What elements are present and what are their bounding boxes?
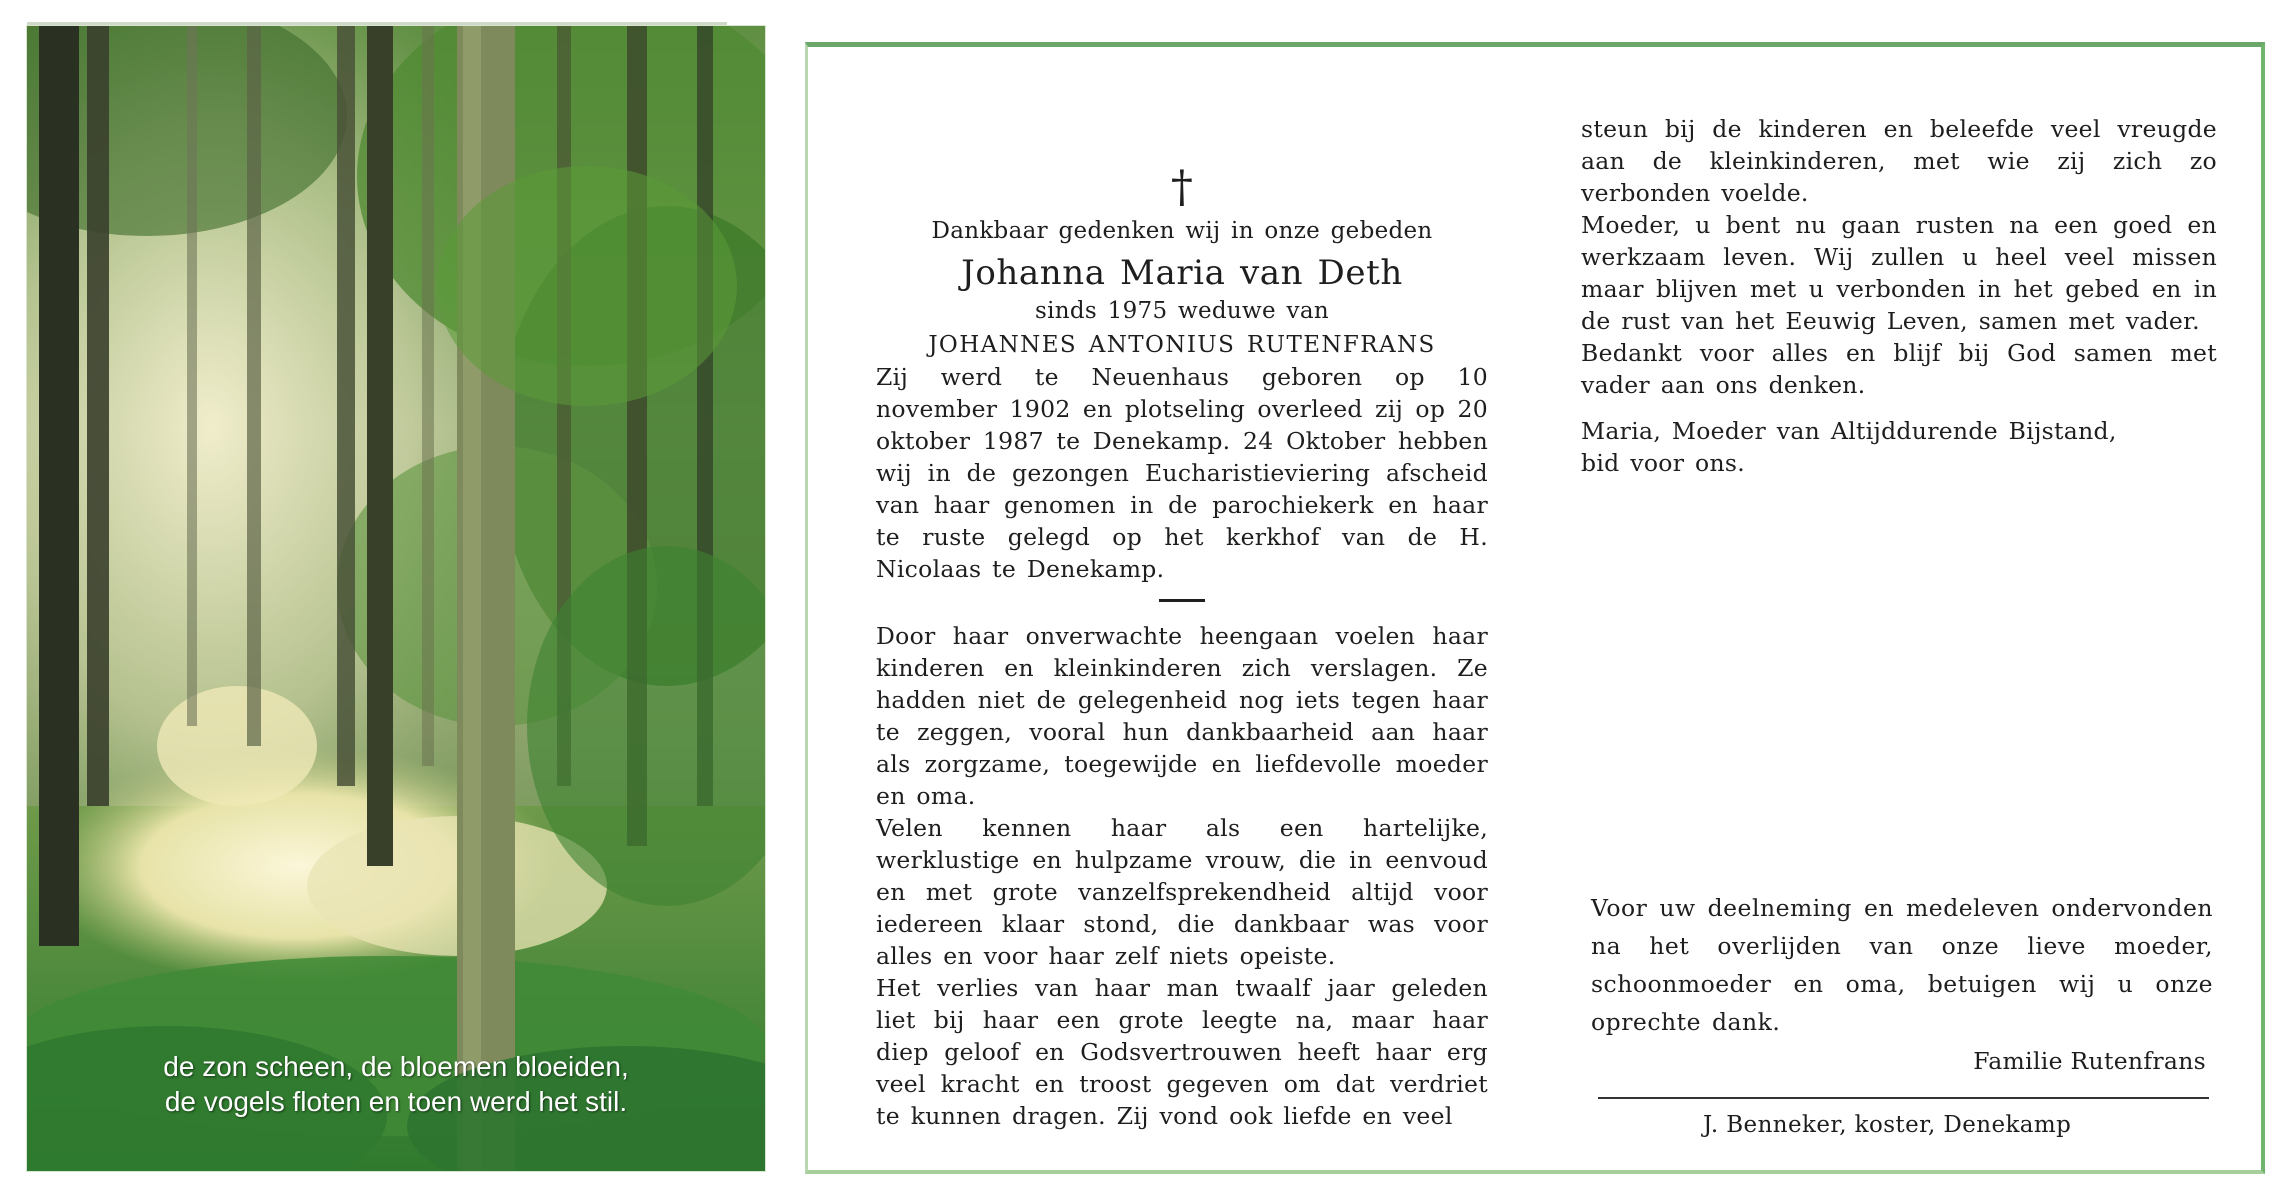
left-text-column	[876, 127, 1488, 1132]
widow-line: sinds 1975 weduwe van	[1035, 298, 1329, 324]
cross-symbol: †	[1170, 162, 1194, 213]
memorial-text-card	[805, 42, 2265, 1174]
footer-rule	[1598, 1097, 2209, 1099]
paragraph-character: Velen kennen haar als een hartelijke, werklustige en hulpzame vrouw, die in eenvoud en met grote vanzelfsprekendheid altijd voor iedereen klaar stond, die dankbaar was voor alles en voor haar zelf niets opeiste.	[876, 814, 1488, 970]
separator-rule	[1159, 599, 1205, 602]
paragraph-grief: Door haar onverwachte heengaan voelen haar kinderen en kleinkinderen zich verslagen. Ze hadden niet de gelegenheid nog iets tegen haar te zeggen, vooral hun dankbaarheid aan haar als zorgzame, toegewijde en liefdevolle moeder en oma.	[876, 622, 1488, 810]
prayer-line-1: Maria, Moeder van Altijddurende Bijstand,	[1581, 417, 2117, 445]
paragraph-thanks-mother: Bedankt voor alles en blijf bij God samen met vader aan ons denken.	[1581, 339, 2217, 399]
husband-name: JOHANNES ANTONIUS RUTENFRANS	[928, 332, 1436, 358]
caption-line-2: de vogels floten en toen werd het stil.	[164, 1086, 628, 1117]
paragraph-loss: Het verlies van haar man twaalf jaar geleden liet bij haar een grote leegte na, maar haar diep geloof en Godsvertrouwen heeft haar erg veel kracht en troost gegeven om dat verdriet te kunnen dragen. Zij vond ook liefde en veel	[876, 974, 1488, 1130]
prayer-line-2: bid voor ons.	[1581, 449, 1746, 477]
right-text-column	[1581, 113, 2217, 479]
thanks-block	[1591, 889, 2213, 1041]
paragraph-rest: Moeder, u bent nu gaan rusten na een goed en werkzaam leven. Wij zullen u heel veel missen maar blijven met u verbonden in het gebed en in de rust van het Eeuwig Leven, samen met vader.	[1581, 211, 2217, 335]
forest-photo-card	[27, 26, 765, 1171]
deceased-name: Johanna Maria van Deth	[961, 253, 1403, 293]
caption-line-1: de zon scheen, de bloemen bloeiden,	[163, 1051, 629, 1082]
paragraph-support: steun bij de kinderen en beleefde veel vreugde aan de kleinkinderen, met wie zij zich zo verbonden voelde.	[1581, 115, 2217, 207]
forest-illustration	[27, 26, 765, 1171]
thanks-text: Voor uw deelneming en medeleven ondervonden na het overlijden van onze lieve moeder, schoonmoeder en oma, betuigen wij u onze oprechte dank.	[1591, 894, 2213, 1036]
family-signature: Familie Rutenfrans	[1973, 1047, 2206, 1075]
photo-caption	[27, 1049, 765, 1119]
printer-credit: J. Benneker, koster, Denekamp	[1703, 1112, 2072, 1138]
biography-paragraph: Zij werd te Neuenhaus geboren op 10 november 1902 en plotseling overleed zij op 20 oktober 1987 te Denekamp. 24 Oktober hebben wij in de gezongen Eucharistieviering afscheid van haar genomen in de parochiekerk en haar te ruste gelegd op het kerkhof van de H. Nicolaas te Denekamp.	[876, 363, 1488, 583]
intro-line: Dankbaar gedenken wij in onze gebeden	[931, 218, 1433, 244]
